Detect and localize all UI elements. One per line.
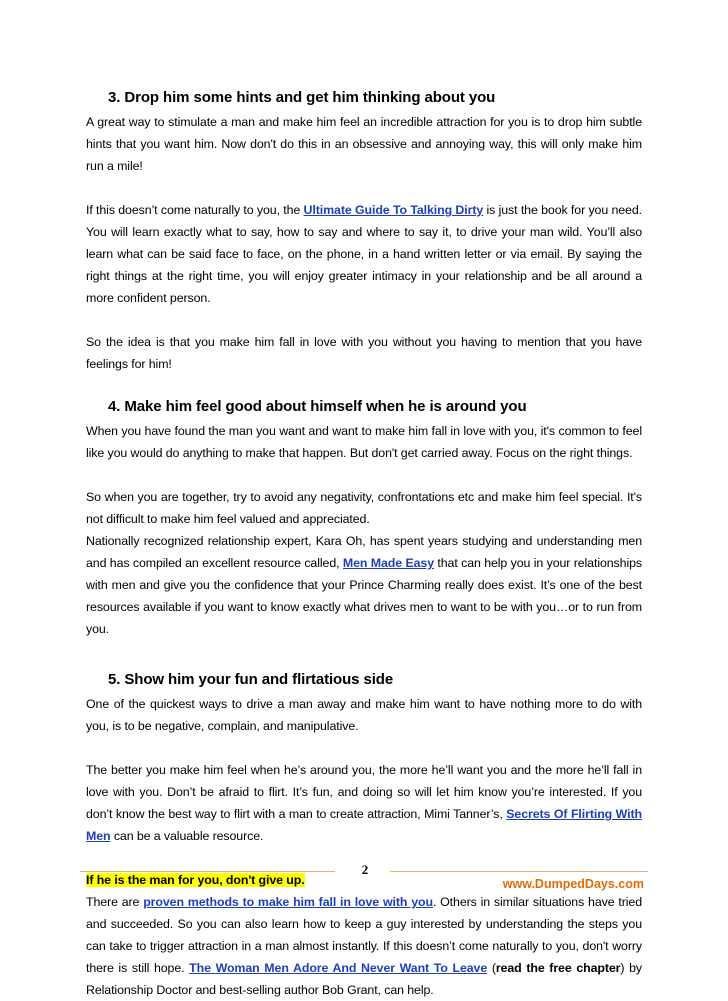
text: The better you make him feel when he’s around you, the more he’ll want you and the more he’ll fall in love with you. Don’t be afraid to flirt. It’s fun, and doing so will let him know you’re interested. If you don’t know the best way to flirt with a man to create attraction, Mimi Tanner’s, bbox=[86, 763, 642, 821]
text: . Others in similar situations have tried and succeeded. So you can also learn how to keep a guy interested by understanding the steps you can take to trigger attraction in a man almost instantly. If this doesn’t come naturally to you, don't worry there is still hope. bbox=[86, 895, 642, 975]
text: There are bbox=[86, 895, 144, 909]
text: is just the book for you need. You will learn exactly what to say, how to say and where to say it, to drive your man wild. You’ll also learn what can be said face to face, on the phone, in a hand written letter or via email. By saying the right things at the right time, you will enjoy greater intimacy in your relationship and be all around a more confident person. bbox=[86, 203, 642, 305]
section-4-paragraph-3 bbox=[86, 530, 642, 640]
text: ) by Relationship Doctor and best-selling author Bob Grant, can help. bbox=[86, 961, 642, 997]
section-4-paragraph-2: So when you are together, try to avoid any negativity, confrontations etc and make him feel special. It's not difficult to make him feel valued and appreciated. bbox=[86, 490, 642, 526]
section-5-paragraph-2 bbox=[86, 759, 642, 847]
text: Nationally recognized relationship expert, Kara Oh, has spent years studying and understanding men and has compiled an excellent resource called, bbox=[86, 534, 642, 570]
text: that can help you in your relationships with men and give you the confidence that your Prince Charming really does exist. It’s one of the best resources available if you want to know exactly what drives men to want to be with you…or to run from you. bbox=[86, 556, 642, 636]
section-3-paragraph-2 bbox=[86, 199, 642, 309]
footer-divider-left bbox=[80, 871, 335, 872]
text: ( bbox=[487, 961, 496, 975]
footer-website: www.DumpedDays.com bbox=[502, 877, 644, 891]
text: If this doesn’t come naturally to you, the bbox=[86, 203, 304, 217]
free-chapter-text: read the free chapter bbox=[495, 961, 621, 975]
section-4-heading: 4. Make him feel good about himself when he is around you bbox=[108, 398, 527, 415]
text: can be a valuable resource. bbox=[110, 829, 264, 843]
section-5-paragraph-1: One of the quickest ways to drive a man away and make him want to have nothing more to do with you, is to be negative, complain, and manipulative. bbox=[86, 697, 642, 733]
section-5-heading: 5. Show him your fun and flirtatious side bbox=[108, 671, 394, 688]
secrets-of-flirting-link[interactable]: Secrets Of Flirting With Men bbox=[86, 807, 642, 843]
section-5-paragraph-3 bbox=[86, 891, 642, 1001]
section-3-paragraph-3: So the idea is that you make him fall in love with you without you having to mention that you have feelings for him! bbox=[86, 335, 642, 371]
ultimate-guide-link[interactable]: Ultimate Guide To Talking Dirty bbox=[303, 203, 484, 217]
men-made-easy-link[interactable]: Men Made Easy bbox=[342, 556, 434, 570]
section-4-paragraph-1: When you have found the man you want and want to make him fall in love with you, it's common to feel like you would do anything to make that happen. But don't get carried away. Focus on the right things. bbox=[86, 424, 642, 460]
woman-men-adore-link[interactable]: The Woman Men Adore And Never Want To Leave bbox=[189, 961, 488, 975]
proven-methods-link[interactable]: proven methods to make him fall in love with you bbox=[143, 895, 433, 909]
highlighted-text: If he is the man for you, don't give up. bbox=[86, 873, 305, 887]
section-3-paragraph-1: A great way to stimulate a man and make him feel an incredible attraction for you is to drop him subtle hints that you want him. Now don't do this in an obsessive and annoying way, this will only make him run a mile! bbox=[86, 115, 642, 173]
footer-divider-right bbox=[390, 871, 648, 872]
section-3-heading: 3. Drop him some hints and get him thinking about you bbox=[108, 89, 496, 106]
page-number: 2 bbox=[361, 862, 369, 877]
